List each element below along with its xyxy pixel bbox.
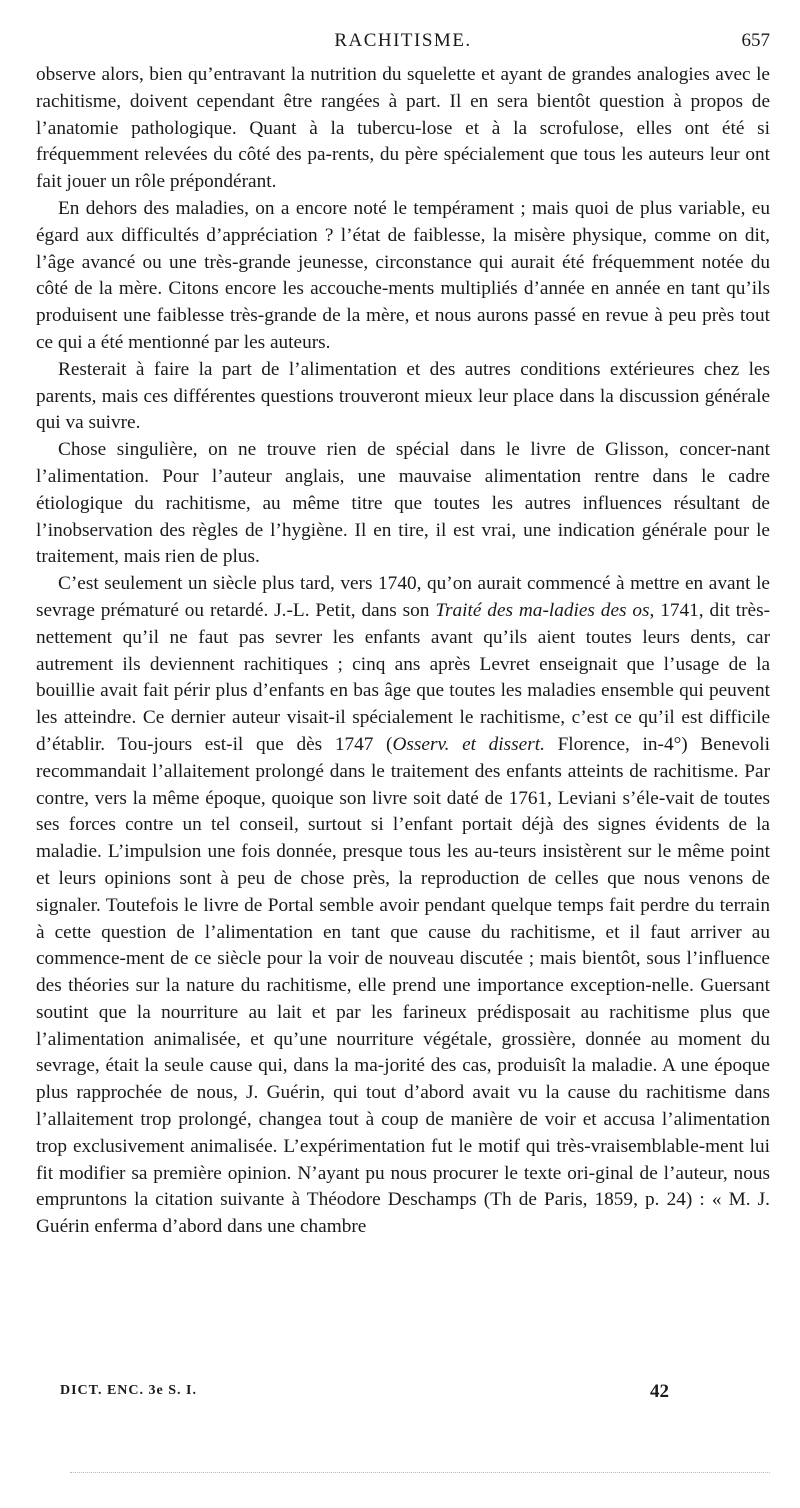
signature-mark: DICT. ENC. 3e S. I. <box>60 1383 197 1398</box>
paragraph-1-text: observe alors, bien qu’entravant la nutrition du squelette et ayant de grandes analogies avec le rachitisme, doivent cependant être rangées à part. Il en sera bientôt question à propos de l’anatomie pathologique. Quant à la tubercu-lose et à la scrofulose, elles ont été si fréquemment relevées du côté des pa-rents, du père spécialement que tous les auteurs leur ont fait jouer un rôle prépondérant. <box>36 64 770 193</box>
running-title: RACHITISME. <box>334 30 472 51</box>
paragraph-5-text-b: , 1741, dit très-nettement qu’il ne faut pas sevrer les enfants avant qu’ils aient toutes leurs dents, car autrement ils deviennent rachitiques ; cinq ans après Levret enseignait que l’usage de la bouillie avait fait périr plus d’enfants en bas âge que toutes les maladies ensemble qui peuvent les atteindre. Ce dernier auteur visait-il spécialement le rachitisme, c’est ce qu’il est difficile d’établir. Tou-jours est-il que dès 1747 ( <box>36 599 771 755</box>
paragraph-3-text: Resterait à faire la part de l’alimentation et des autres conditions extérieures chez les parents, mais ces différentes questions trouveront mieux leur place dans la discussion générale qui va suivre. <box>36 358 770 434</box>
paragraph-2-text: En dehors des maladies, on a encore noté le tempérament ; mais quoi de plus variable, eu égard aux difficultés d’appréciation ? l’état de faiblesse, la misère physique, comme on dit, l’âge avancé ou une très-grande jeunesse, circonstance qui aurait été fréquemment notée du côté de la mère. Citons encore les accouche-ments multipliés d’année en année en tant qu’ils produisent une faiblesse très-grande de la mère, et nous aurons passé en revue à peu près tout ce qui a été mentionné par les auteurs. <box>36 197 770 353</box>
body-text <box>36 62 770 1241</box>
book-title-traite: Traité des ma-ladies des os <box>435 599 650 621</box>
paragraph-4-text: Chose singulière, on ne trouve rien de spécial dans le livre de Glisson, concer-nant l’alimentation. Pour l’auteur anglais, une mauvaise alimentation rentre dans le cadre étiologique du rachitisme, au même titre que toutes les autres influences résultant de l’inobservation des règles de l’hygiène. Il en tire, il est vrai, une indication générale pour le traitement, mais rien de plus. <box>36 439 770 568</box>
page <box>36 30 770 1241</box>
paragraph-2 <box>36 196 770 357</box>
paragraph-5-text-a: C’est seulement un siècle plus tard, vers 1740, qu’on aurait commencé à mettre en avant le sevrage prématuré ou retardé. J.-L. Petit, dans son <box>36 573 770 621</box>
bottom-dotted-rule <box>70 1472 770 1473</box>
book-title-osserv: Osserv. et dissert. <box>392 733 545 755</box>
paragraph-5 <box>36 571 770 1241</box>
paragraph-4 <box>36 437 770 571</box>
paragraph-3 <box>36 357 770 437</box>
paragraph-5-text-c: Florence, in-4°) Benevoli recommandait l’allaitement prolongé dans le traitement des enfants atteints de rachitisme. Par contre, vers la même époque, quoique son livre soit daté de 1761, Leviani s’éle-vait de toutes ses forces contre un tel conseil, surtout si l’enfant portait déjà des signes évidents de la maladie. L’impulsion une fois donnée, presque tous les au-teurs insistèrent sur le même point et leurs opinions sont à peu de chose près, la reproduction de celles que nous venons de signaler. Toutefois le livre de Portal semble avoir pendant quelque temps fait perdre du terrain à cette question de l’alimentation en tant que cause du rachitisme, et il faut arriver au commence-ment de ce siècle pour la voir de nouveau discutée ; mais bientôt, sous l’influence des théories sur la nature du rachitisme, elle prend une importance exception-nelle. Guersant soutint que la nourriture au lait et par les farineux prédisposait au rachitisme plus que l’alimentation animalisée, et qu’une nourriture végétale, grossière, donnée au moment du sevrage, était la seule cause qui, dans la ma-jorité des cas, produisît la maladie. A une époque plus rapprochée de nous, J. Guérin, qui tout d’abord avait vu la cause du rachitisme dans l’allaitement trop prolongé, changea tout à coup de manière de voir et accusa l’alimentation trop exclusivement animalisée. L’expérimentation fut le motif qui très-vraisemblable-ment lui fit modifier sa première opinion. N’ayant pu nous procurer le texte ori-ginal de l’auteur, nous empruntons la citation suivante à Théodore Deschamps (Th de Paris, 1859, p. 24) : « M. J. Guérin enferma d’abord dans une chambre <box>36 733 770 1238</box>
page-number: 657 <box>741 30 770 51</box>
page-footer <box>60 1383 680 1409</box>
paragraph-1 <box>36 62 770 196</box>
signature-number: 42 <box>650 1381 669 1402</box>
page-header <box>36 30 770 62</box>
